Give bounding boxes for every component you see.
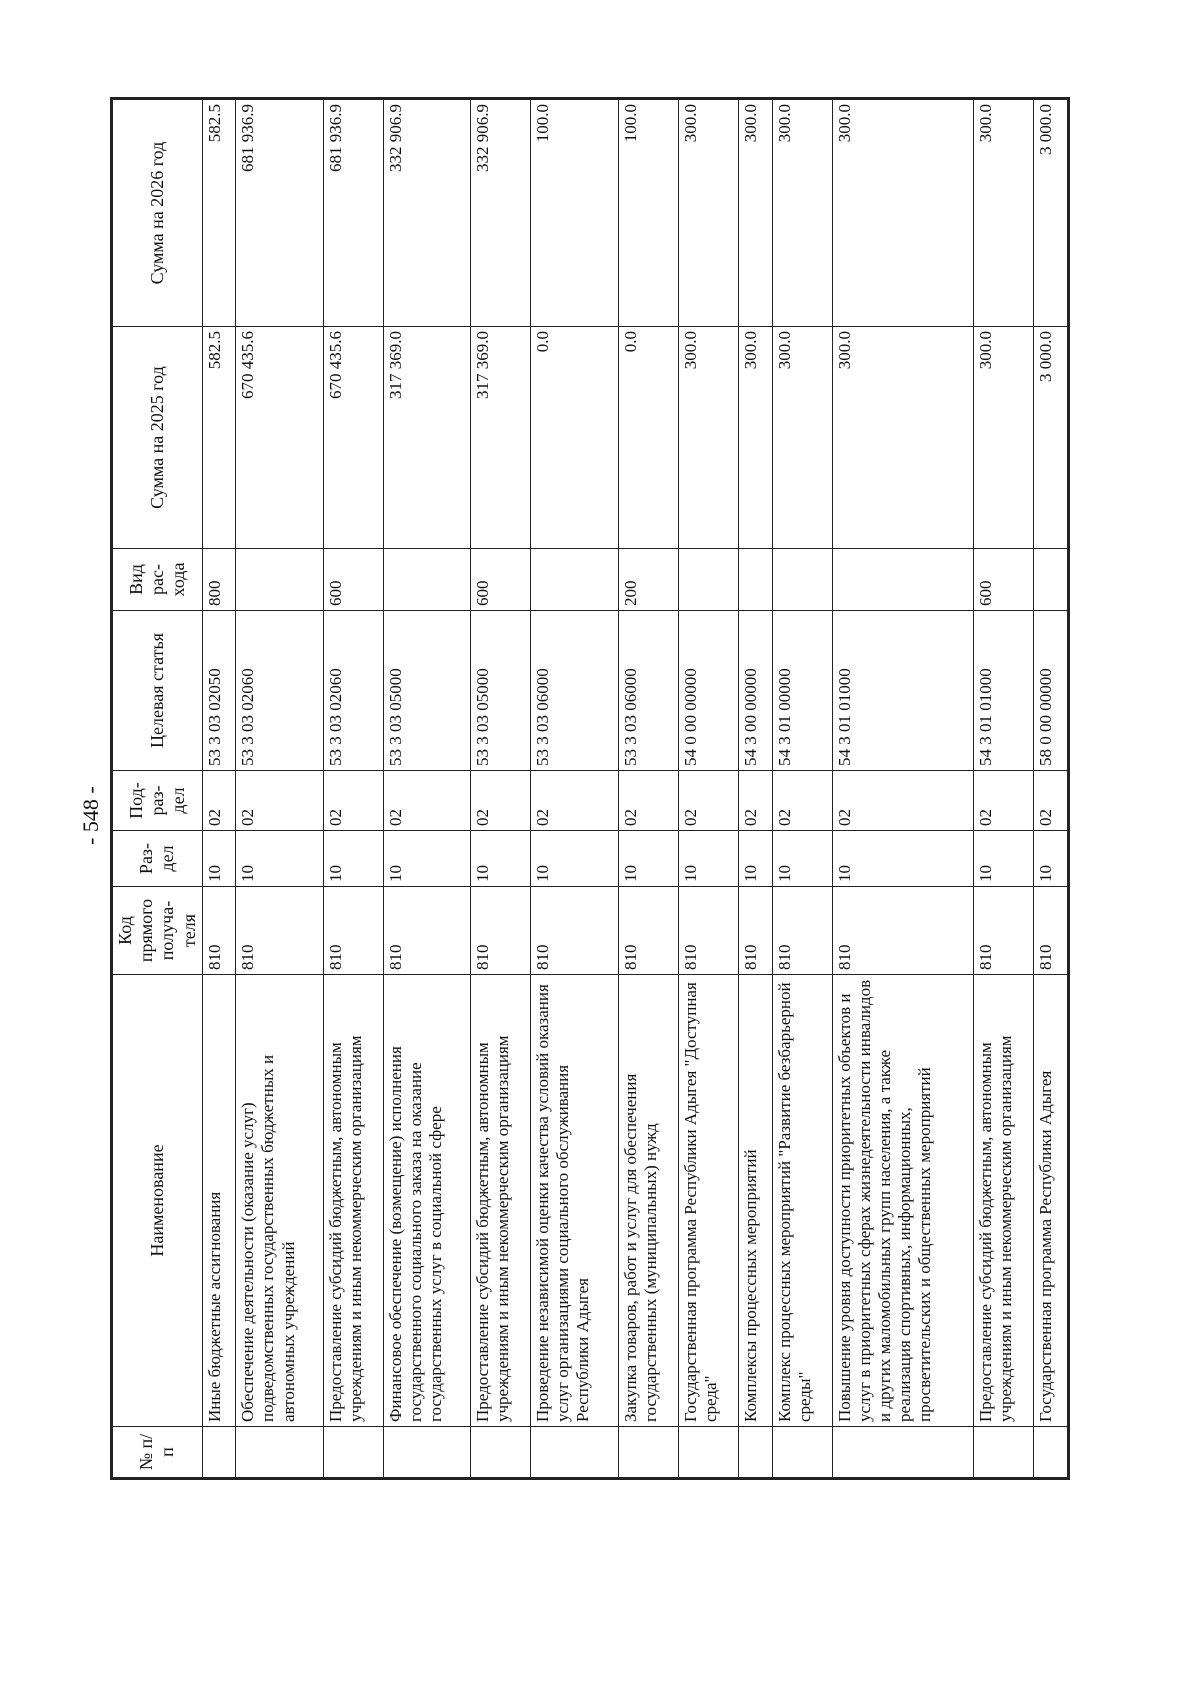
cell-name: Повышение уровня доступности приоритетных объектов и услуг в приоритетных сферах жизнедеятельности инвалидов и других маломобильных групп населения, а также реализация спортивных, информационных, просветительских и общественных мероприятий [833,975,974,1427]
cell-recipient: 810 [323,887,383,975]
cell-recipient: 810 [1034,887,1069,975]
table-row [236,99,323,1479]
cell-expense [236,549,323,611]
cell-expense: 600 [471,549,531,611]
cell-num [471,1427,531,1479]
cell-section: 10 [618,831,678,887]
table-row [383,99,470,1479]
cell-sum2025: 300.0 [973,327,1033,549]
cell-section: 10 [236,831,323,887]
cell-target: 53 3 03 05000 [383,611,470,771]
cell-subsection: 02 [236,771,323,831]
cell-expense: 600 [323,549,383,611]
cell-name: Предоставление субсидий бюджетным, автономным учреждениям и иным некоммерческим организациям [323,975,383,1427]
cell-target: 54 0 00 00000 [678,611,738,771]
cell-target: 53 3 03 06000 [618,611,678,771]
cell-recipient: 810 [973,887,1033,975]
cell-name: Государственная программа Республики Адыгея [1034,975,1069,1427]
cell-expense [531,549,618,611]
cell-num [323,1427,383,1479]
cell-section: 10 [1034,831,1069,887]
cell-sum2026: 300.0 [678,99,738,327]
cell-expense [383,549,470,611]
cell-name: Комплекс процессных мероприятий "Развитие безбарьерной среды" [772,975,832,1427]
cell-num [236,1427,323,1479]
table-row [973,99,1033,1479]
col-sum2025-header: Сумма на 2025 год [112,327,203,549]
cell-sum2026: 300.0 [833,99,974,327]
col-subsection-header: Под-раз-дел [112,771,203,831]
cell-target: 54 3 00 00000 [739,611,773,771]
cell-target: 58 0 00 00000 [1034,611,1069,771]
cell-expense: 200 [618,549,678,611]
table-row [772,99,832,1479]
cell-section: 10 [323,831,383,887]
cell-subsection: 02 [323,771,383,831]
col-name-header: Наименование [112,975,203,1427]
cell-sum2026: 582.5 [202,99,236,327]
cell-sum2025: 0.0 [531,327,618,549]
cell-expense: 600 [973,549,1033,611]
header-row [112,99,203,1479]
cell-expense [1034,549,1069,611]
cell-target: 54 3 01 01000 [833,611,974,771]
cell-subsection: 02 [383,771,470,831]
cell-sum2026: 681 936.9 [323,99,383,327]
cell-name: Государственная программа Республики Адыгея "Доступная среда" [678,975,738,1427]
col-expense-header: Вид рас-хода [112,549,203,611]
cell-recipient: 810 [739,887,773,975]
rotated-table-container [110,100,1070,1480]
cell-recipient: 810 [531,887,618,975]
cell-sum2025: 300.0 [772,327,832,549]
cell-subsection: 02 [678,771,738,831]
cell-name: Закупка товаров, работ и услуг для обеспечения государственных (муниципальных) нужд [618,975,678,1427]
cell-num [1034,1427,1069,1479]
col-recipient-header: Код прямого получа-теля [112,887,203,975]
cell-sum2025: 3 000.0 [1034,327,1069,549]
cell-recipient: 810 [618,887,678,975]
cell-section: 10 [202,831,236,887]
cell-sum2025: 670 435.6 [236,327,323,549]
cell-sum2025: 582.5 [202,327,236,549]
cell-section: 10 [678,831,738,887]
cell-section: 10 [833,831,974,887]
cell-recipient: 810 [772,887,832,975]
table-row [471,99,531,1479]
cell-recipient: 810 [236,887,323,975]
cell-sum2025: 300.0 [833,327,974,549]
cell-sum2026: 332 906.9 [383,99,470,327]
cell-num [678,1427,738,1479]
cell-name: Иные бюджетные ассигнования [202,975,236,1427]
cell-name: Предоставление субсидий бюджетным, автономным учреждениям и иным некоммерческим организациям [471,975,531,1427]
cell-expense [833,549,974,611]
col-sum2026-header: Сумма на 2026 год [112,99,203,327]
cell-sum2026: 100.0 [618,99,678,327]
cell-subsection: 02 [531,771,618,831]
cell-expense [772,549,832,611]
cell-name: Комплексы процессных мероприятий [739,975,773,1427]
cell-sum2026: 3 000.0 [1034,99,1069,327]
table-row [202,99,236,1479]
cell-num [739,1427,773,1479]
cell-section: 10 [471,831,531,887]
cell-num [202,1427,236,1479]
col-target-header: Целевая статья [112,611,203,771]
cell-section: 10 [973,831,1033,887]
cell-sum2025: 317 369.0 [383,327,470,549]
cell-num [833,1427,974,1479]
cell-num [772,1427,832,1479]
cell-sum2025: 0.0 [618,327,678,549]
col-num-header: № п/п [112,1427,203,1479]
table-body [202,99,1068,1479]
cell-sum2026: 100.0 [531,99,618,327]
table-row [323,99,383,1479]
cell-target: 53 3 03 02060 [236,611,323,771]
cell-subsection: 02 [618,771,678,831]
page-number-text: - 548 - [78,786,103,845]
cell-sum2025: 300.0 [739,327,773,549]
cell-recipient: 810 [471,887,531,975]
cell-target: 53 3 03 05000 [471,611,531,771]
cell-section: 10 [531,831,618,887]
cell-section: 10 [739,831,773,887]
cell-subsection: 02 [471,771,531,831]
cell-subsection: 02 [973,771,1033,831]
cell-target: 54 3 01 00000 [772,611,832,771]
cell-expense: 800 [202,549,236,611]
cell-subsection: 02 [833,771,974,831]
cell-sum2026: 300.0 [739,99,773,327]
cell-subsection: 02 [1034,771,1069,831]
cell-sum2026: 300.0 [772,99,832,327]
cell-num [531,1427,618,1479]
cell-name: Предоставление субсидий бюджетным, автономным учреждениям и иным некоммерческим организациям [973,975,1033,1427]
cell-recipient: 810 [202,887,236,975]
cell-sum2025: 300.0 [678,327,738,549]
cell-num [973,1427,1033,1479]
cell-expense [678,549,738,611]
cell-sum2025: 670 435.6 [323,327,383,549]
cell-target: 53 3 03 02050 [202,611,236,771]
col-section-header: Раз-дел [112,831,203,887]
cell-name: Финансовое обеспечение (возмещение) исполнения государственного социального заказа на оказание государственных услуг в социальной сфере [383,975,470,1427]
cell-num [618,1427,678,1479]
cell-expense [739,549,773,611]
cell-target: 53 3 03 06000 [531,611,618,771]
table-row [739,99,773,1479]
cell-sum2026: 332 906.9 [471,99,531,327]
table-row [531,99,618,1479]
cell-subsection: 02 [202,771,236,831]
cell-target: 54 3 01 01000 [973,611,1033,771]
cell-recipient: 810 [383,887,470,975]
cell-section: 10 [383,831,470,887]
table-row [833,99,974,1479]
cell-subsection: 02 [739,771,773,831]
cell-name: Проведение независимой оценки качества условий оказания услуг организациями социального обслуживания Республики Адыгея [531,975,618,1427]
budget-table [110,97,1070,1480]
table-row [1034,99,1069,1479]
cell-sum2026: 300.0 [973,99,1033,327]
table-row [618,99,678,1479]
cell-sum2026: 681 936.9 [236,99,323,327]
cell-recipient: 810 [833,887,974,975]
cell-section: 10 [772,831,832,887]
table-row [678,99,738,1479]
cell-num [383,1427,470,1479]
cell-recipient: 810 [678,887,738,975]
cell-name: Обеспечение деятельности (оказание услуг) подведомственных государственных бюджетных и автономных учреждений [236,975,323,1427]
cell-sum2025: 317 369.0 [471,327,531,549]
cell-target: 53 3 03 02060 [323,611,383,771]
cell-subsection: 02 [772,771,832,831]
